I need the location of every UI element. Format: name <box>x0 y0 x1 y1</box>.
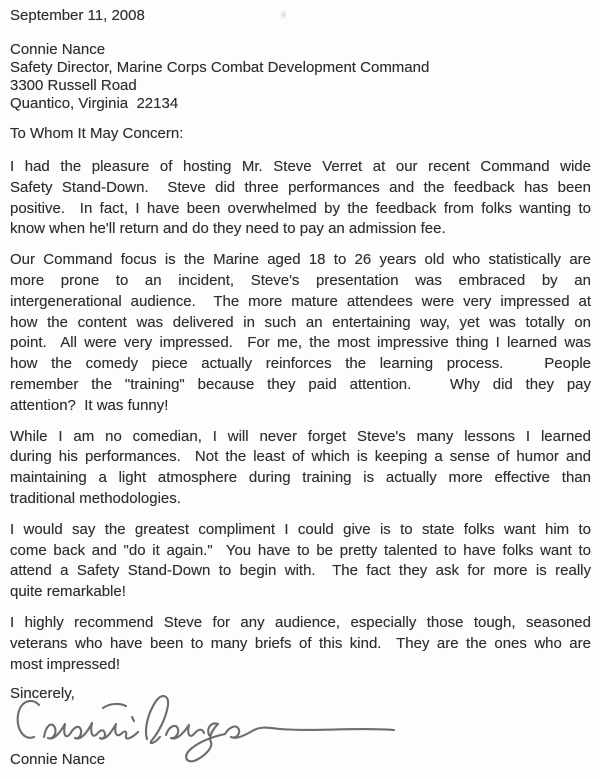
handwritten-signature-icon <box>8 691 398 771</box>
text-line: Connie Nance <box>10 41 106 58</box>
text-line: Safety Director, Marine Corps Combat Development Command <box>10 59 430 76</box>
paragraph-line: attention? It was funny! <box>10 396 169 414</box>
paragraph-line: how the comedy piece actually reinforces the learning process. People <box>10 355 591 373</box>
paragraph-line: I would say the greatest compliment I could give is to state folks want him to <box>10 520 591 538</box>
paragraph-line: While I am no comedian, I will never forget Steve's many lessons I learned <box>10 427 591 445</box>
closing: Sincerely, <box>10 685 75 703</box>
salutation: To Whom It May Concern: <box>10 125 184 142</box>
letter-body <box>10 157 591 675</box>
paragraph-line: attend a Safety Stand-Down to begin with. The fact they ask for more is really <box>10 562 591 580</box>
paragraph-line: how the content was delivered in such an entertaining way, yet was totally on <box>10 313 591 331</box>
paragraph-line: more prone to an incident, Steve's presentation was embraced by an <box>10 271 591 289</box>
text-line: 3300 Russell Road <box>10 77 137 94</box>
paragraph-line: I had the pleasure of hosting Mr. Steve Verret at our recent Command wide <box>10 158 591 175</box>
letter-date: September 11, 2008 <box>10 7 145 24</box>
paragraph-line: Safety Stand-Down. Steve did three performances and the feedback has been <box>10 178 591 196</box>
paragraph-line: intergenerational audience. The more mature attendees were very impressed at <box>10 292 591 310</box>
sender-address-block <box>10 41 591 113</box>
paragraph-line: most impressed! <box>10 655 121 673</box>
paragraph-line: during his performances. Not the least of which is keeping a sense of humor and <box>10 448 591 466</box>
paragraph-line: remember the "training" because they paid attention. Why did they pay <box>10 375 591 393</box>
paragraph <box>10 427 591 510</box>
paragraph <box>10 520 591 603</box>
typed-sender-name: Connie Nance <box>10 751 106 769</box>
paragraph-line: Our Command focus is the Marine aged 18 to 26 years old who statistically are <box>10 251 591 269</box>
paragraph <box>10 613 591 675</box>
paragraph-line: come back and "do it again." You have to be pretty talented to have folks want to <box>10 541 591 559</box>
paragraph-line: positive. In fact, I have been overwhelmed by the feedback from folks wanting to <box>10 199 591 217</box>
paragraph-line: maintaining a light atmosphere during training is actually more effective than <box>10 469 591 487</box>
paragraph <box>10 250 591 416</box>
text-line: Quantico, Virginia 22134 <box>10 95 179 112</box>
scan-smudge-artifact <box>281 11 286 18</box>
signature-area <box>10 703 591 751</box>
paragraph-line: veterans who have been to many briefs of this kind. They are the ones who are <box>10 634 591 652</box>
paragraph-line: point. All were very impressed. For me, the most impressive thing I learned was <box>10 334 591 352</box>
paragraph-line: traditional methodologies. <box>10 489 181 507</box>
paragraph-line: quite remarkable! <box>10 583 126 601</box>
paragraph <box>10 157 591 240</box>
paragraph-line: I highly recommend Steve for any audience, especially those tough, seasoned <box>10 613 591 631</box>
paragraph-line: know when he'll return and do they need to pay an admission fee. <box>10 220 446 238</box>
